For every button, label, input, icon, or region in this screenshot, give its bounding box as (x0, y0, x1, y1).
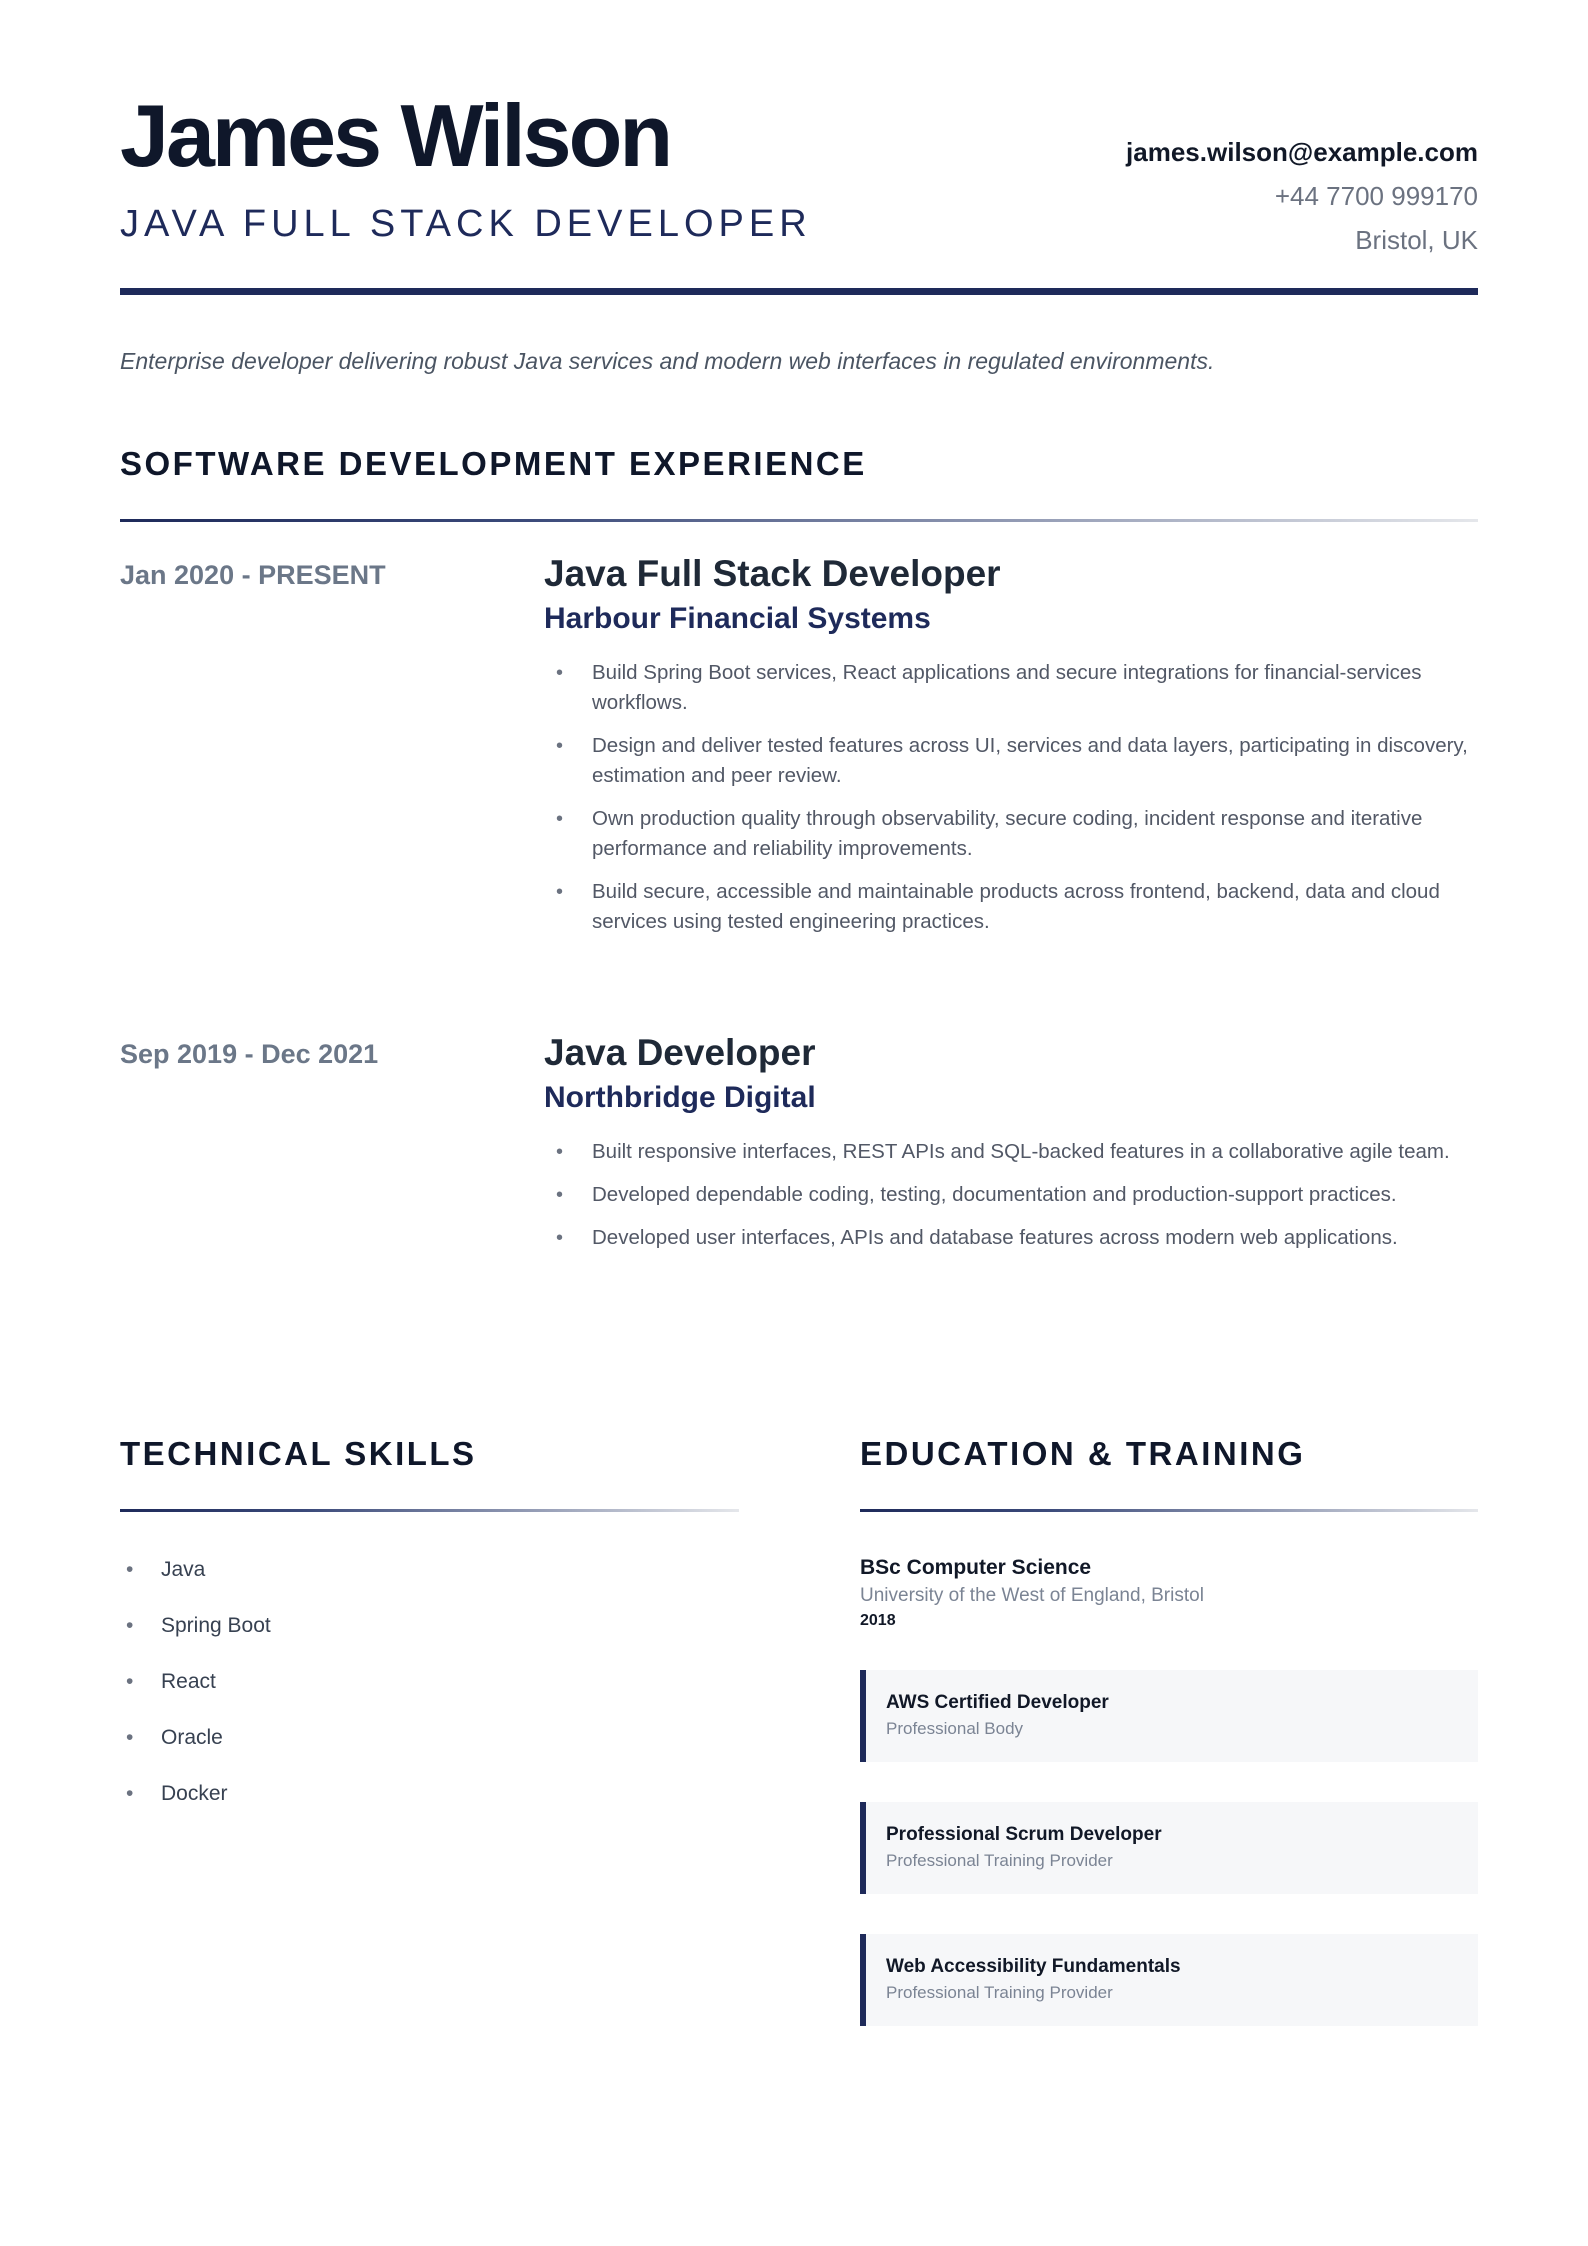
education-divider (860, 1509, 1478, 1512)
skill-item: • Java (120, 1556, 739, 1612)
contact-block (1126, 130, 1478, 262)
degree-year: 2018 (860, 1612, 896, 1629)
contact-email[interactable]: james.wilson@example.com (1126, 137, 1478, 167)
certification-provider: Professional Training Provider (886, 1983, 1113, 2002)
job-dates: Jan 2020 - PRESENT (120, 560, 386, 590)
education-heading: EDUCATION & TRAINING (860, 1435, 1306, 1472)
experience-heading: SOFTWARE DEVELOPMENT EXPERIENCE (120, 445, 867, 482)
job-bullet-list (544, 1137, 1478, 1253)
skills-section (120, 1437, 739, 1836)
resume-page (120, 0, 1478, 2002)
degree-title: BSc Computer Science (860, 1556, 1092, 1579)
candidate-name: James Wilson (120, 86, 671, 185)
candidate-role: JAVA FULL STACK DEVELOPER (120, 203, 812, 245)
skills-list (120, 1556, 739, 1836)
skill-item: • Oracle (120, 1724, 739, 1780)
skill-item: • Spring Boot (120, 1612, 739, 1668)
certification-card (860, 1802, 1478, 1894)
certification-provider: Professional Body (886, 1719, 1024, 1738)
certification-title: Web Accessibility Fundamentals (886, 1956, 1181, 1977)
contact-location: Bristol, UK (1355, 225, 1478, 255)
skills-heading: TECHNICAL SKILLS (120, 1435, 477, 1472)
education-section (860, 1437, 1478, 2026)
resume-header (120, 0, 1478, 300)
job-dates: Sep 2019 - Dec 2021 (120, 1039, 379, 1069)
degree-school: University of the West of England, Bristol (860, 1585, 1204, 1606)
contact-phone: +44 7700 999170 (1274, 181, 1478, 211)
certification-card (860, 1670, 1478, 1762)
job-company: Harbour Financial Systems (544, 602, 931, 636)
job-bullet: • Developed user interfaces, APIs and database features across modern web applications. (544, 1223, 1478, 1253)
job-bullet: • Developed dependable coding, testing, documentation and production-support practices. (544, 1180, 1478, 1210)
header-divider (120, 288, 1478, 295)
job-bullet: • Design and deliver tested features across UI, services and data layers, participating in discovery, estimation and peer review. (544, 731, 1478, 791)
profile-summary: Enterprise developer delivering robust Java services and modern web interfaces in regulated environments. (120, 348, 1215, 374)
skill-item: • React (120, 1668, 739, 1724)
job-bullet: • Build Spring Boot services, React applications and secure integrations for financial-services workflows. (544, 658, 1478, 718)
certification-provider: Professional Training Provider (886, 1851, 1113, 1870)
experience-divider (120, 519, 1478, 522)
job-bullet: • Build secure, accessible and maintainable products across frontend, backend, data and cloud services using tested engineering practices. (544, 877, 1478, 937)
job-company: Northbridge Digital (544, 1081, 816, 1115)
job-bullet: • Built responsive interfaces, REST APIs and SQL-backed features in a collaborative agile team. (544, 1137, 1478, 1167)
certification-card (860, 1934, 1478, 2026)
job-title: Java Developer (544, 1032, 816, 1073)
skill-item: • Docker (120, 1780, 739, 1836)
job-details (544, 552, 1478, 950)
job-bullet-list (544, 658, 1478, 937)
degree-entry (860, 1554, 1478, 1632)
job-title: Java Full Stack Developer (544, 553, 1001, 594)
job-details (544, 1031, 1478, 1266)
certification-title: Professional Scrum Developer (886, 1824, 1162, 1845)
certification-title: AWS Certified Developer (886, 1692, 1109, 1713)
experience-section (120, 445, 1478, 1250)
skills-divider (120, 1509, 739, 1512)
job-bullet: • Own production quality through observability, secure coding, incident response and iterative performance and reliability improvements. (544, 804, 1478, 864)
